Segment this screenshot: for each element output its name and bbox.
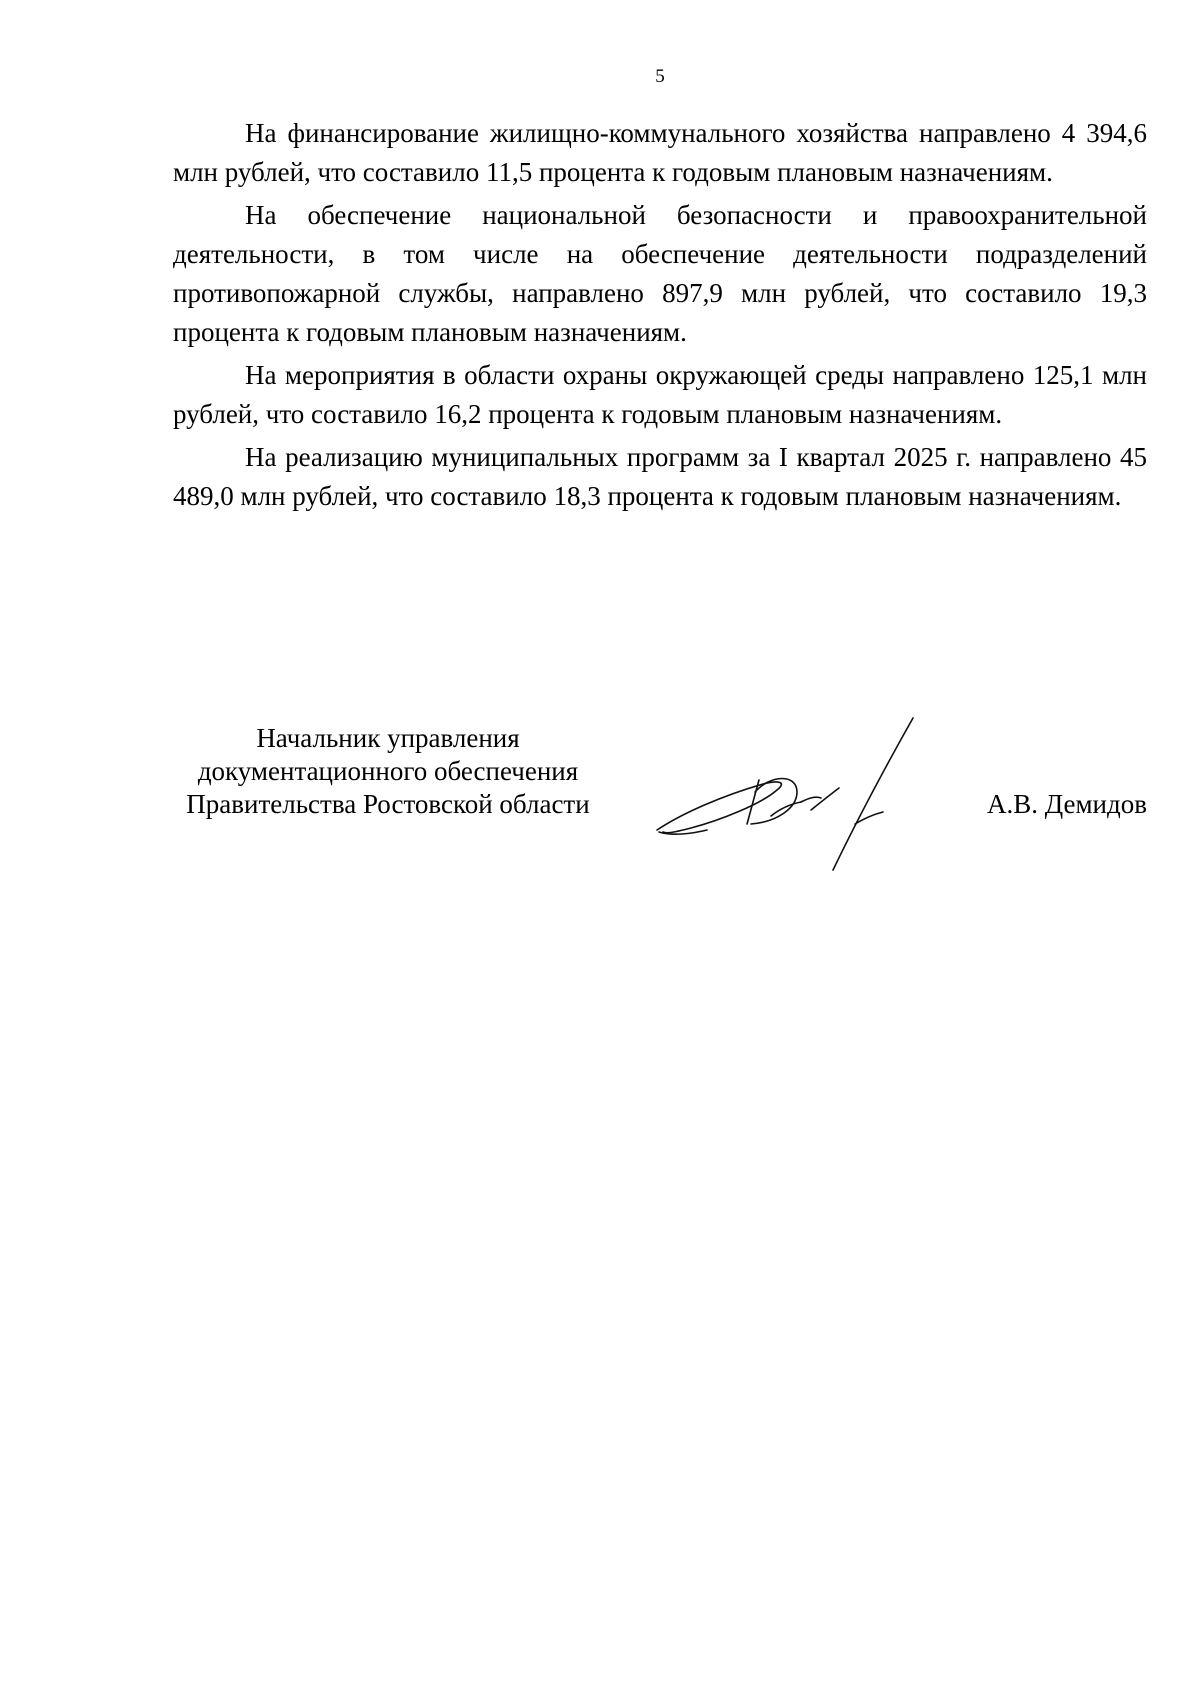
signer-title-line: Правительства Ростовской области: [186, 789, 590, 819]
signer-title-line: Начальник управления: [256, 723, 520, 753]
signature-block: [173, 722, 1147, 892]
document-body: [173, 114, 1147, 520]
paragraph-municipal-programs: На реализацию муниципальных программ за I квартал 2025 г. направлено 45 489,0 млн рублей, что составило 18,3 процента к годовым плановым назначениям.: [173, 442, 1147, 511]
page-number: 5: [655, 66, 665, 87]
signer-title: [173, 722, 603, 821]
handwritten-signature-icon: [651, 712, 941, 877]
signer-title-line: документационного обеспечения: [197, 756, 579, 786]
paragraph-environment: На мероприятия в области охраны окружающей среды направлено 125,1 млн рублей, что составило 16,2 процента к годовым плановым назначениям.: [173, 360, 1147, 429]
paragraph-security: На обеспечение национальной безопасности и правоохранительной деятельности, в том числе на обеспечение деятельности подразделений противопожарной службы, направлено 897,9 млн рублей, что составило 19,3 процента к годовым плановым назначениям.: [173, 200, 1147, 347]
paragraph-housing: На финансирование жилищно-коммунального хозяйства направлено 4 394,6 млн рублей, что составило 11,5 процента к годовым плановым назначениям.: [173, 118, 1147, 187]
signer-name: А.В. Демидов: [986, 789, 1147, 819]
